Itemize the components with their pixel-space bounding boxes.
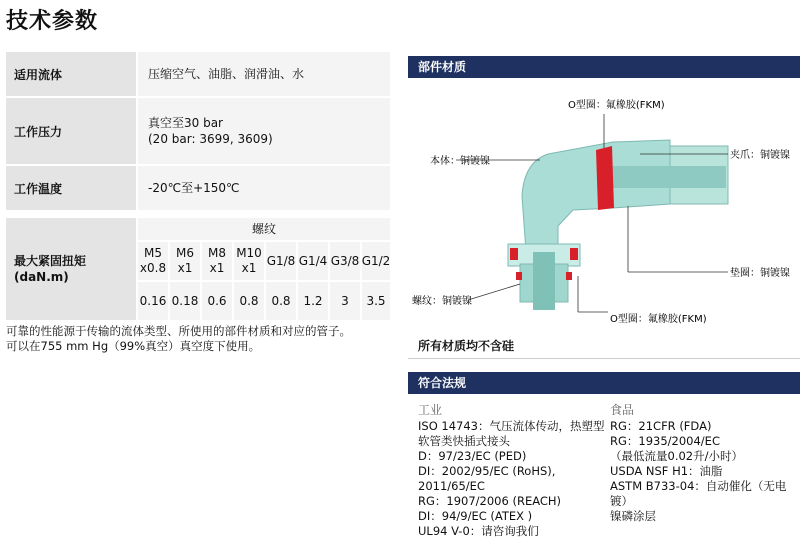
bore-shape — [608, 166, 726, 188]
leader-line — [468, 284, 520, 300]
o-ring-bottom-left — [510, 248, 518, 260]
col-name: M6 — [176, 246, 194, 260]
spec-label-pressure: 工作压力 — [6, 98, 136, 164]
food-line: ASTM B733-04：自动催化（无电镀） — [610, 479, 787, 508]
regulations-header: 符合法规 — [408, 372, 800, 394]
regulations-food — [610, 403, 800, 524]
torque-col-head: G1/4 — [298, 242, 328, 280]
food-line: RG：1935/2004/EC — [610, 434, 720, 448]
fitting-cross-section — [408, 76, 800, 330]
col-name: x0.8 — [139, 261, 167, 275]
components-header: 部件材质 — [408, 56, 800, 78]
label-o-ring-bottom: O型圈：氟橡胶(FKM) — [610, 314, 707, 325]
seal-small-left — [516, 272, 522, 280]
torque-col-head: G1/8 — [266, 242, 296, 280]
torque-thread-header: 螺纹 — [138, 218, 390, 240]
torque-col-head — [138, 242, 168, 280]
food-line: （最低流量0.02升/小时） — [610, 449, 743, 463]
thread-bore — [533, 252, 555, 310]
label-collet: 夹爪：铜镀镍 — [730, 150, 790, 161]
divider — [408, 358, 800, 359]
label-washer: 垫圈：铜镀镍 — [730, 268, 790, 279]
torque-label-title: 最大紧固扭矩 — [14, 254, 87, 268]
torque-col-head — [234, 242, 264, 280]
torque-value: 0.16 — [138, 282, 168, 320]
spec-value-line: (20 bar: 3699, 3609) — [148, 132, 273, 146]
note-line: 可以在755 mm Hg（99%真空）真空度下使用。 — [6, 339, 261, 353]
torque-col-head — [202, 242, 232, 280]
torque-value: 0.8 — [234, 282, 264, 320]
torque-table — [6, 218, 390, 320]
food-head: 食品 — [610, 403, 635, 417]
torque-col-head: G1/2 — [362, 242, 390, 280]
label-thread: 螺纹：铜镀镍 — [412, 296, 472, 307]
food-line: 镍磷涂层 — [610, 509, 656, 523]
industry-head: 工业 — [418, 403, 443, 417]
label-body: 本体：铜镀镍 — [430, 156, 490, 167]
col-name: x1 — [177, 261, 193, 275]
torque-col-head: G3/8 — [330, 242, 360, 280]
industry-line: 2011/65/EC — [418, 479, 485, 493]
col-name: M10 — [236, 246, 262, 260]
body-shape — [522, 140, 670, 252]
torque-value: 3 — [330, 282, 360, 320]
industry-line: D：97/23/EC (PED) — [418, 449, 527, 463]
o-ring-bottom-right — [570, 248, 578, 260]
spec-value-line: -20℃至+150℃ — [148, 181, 240, 195]
torque-value: 0.8 — [266, 282, 296, 320]
col-name: M5 — [144, 246, 162, 260]
spec-value-pressure — [138, 98, 390, 164]
torque-value: 1.2 — [298, 282, 328, 320]
o-ring-top-shape — [596, 146, 614, 210]
torque-label — [6, 218, 136, 320]
spec-value-temperature — [138, 166, 390, 210]
spec-value-fluid — [138, 52, 390, 96]
label-o-ring-top: O型圈：氟橡胶(FKM) — [568, 100, 665, 111]
torque-label-unit: (daN.m) — [14, 270, 69, 284]
page-title: 技术参数 — [6, 9, 99, 34]
col-name: x1 — [209, 261, 225, 275]
food-line: RG：21CFR (FDA) — [610, 419, 712, 433]
spec-label-temperature: 工作温度 — [6, 166, 136, 210]
col-name: M8 — [208, 246, 226, 260]
torque-value: 3.5 — [362, 282, 390, 320]
torque-col-head — [170, 242, 200, 280]
silicone-free-caption: 所有材质均不含硅 — [418, 339, 515, 353]
regulations-industry — [418, 403, 604, 539]
industry-line: DI：94/9/EC (ATEX ) — [418, 509, 533, 523]
seal-small-right — [566, 272, 572, 280]
spec-label-fluid: 适用流体 — [6, 52, 136, 96]
spec-value-line: 真空至30 bar — [148, 116, 223, 130]
torque-value: 0.18 — [170, 282, 200, 320]
note-line: 可靠的性能源于传输的流体类型、所使用的部件材质和对应的管子。 — [6, 324, 351, 338]
spec-value-line: 压缩空气、油脂、润滑油、水 — [148, 67, 305, 81]
torque-value: 0.6 — [202, 282, 232, 320]
industry-line: ISO 14743：气压流体传动，热塑型 — [418, 419, 605, 433]
industry-line: UL94 V-0：请咨询我们 — [418, 524, 539, 538]
fitting-diagram — [408, 76, 800, 330]
col-name: x1 — [241, 261, 257, 275]
industry-line: 软管类快插式接头 — [418, 434, 510, 448]
food-line: USDA NSF H1：油脂 — [610, 464, 723, 478]
industry-line: RG：1907/2006 (REACH) — [418, 494, 562, 508]
industry-line: DI：2002/95/EC (RoHS), — [418, 464, 556, 478]
